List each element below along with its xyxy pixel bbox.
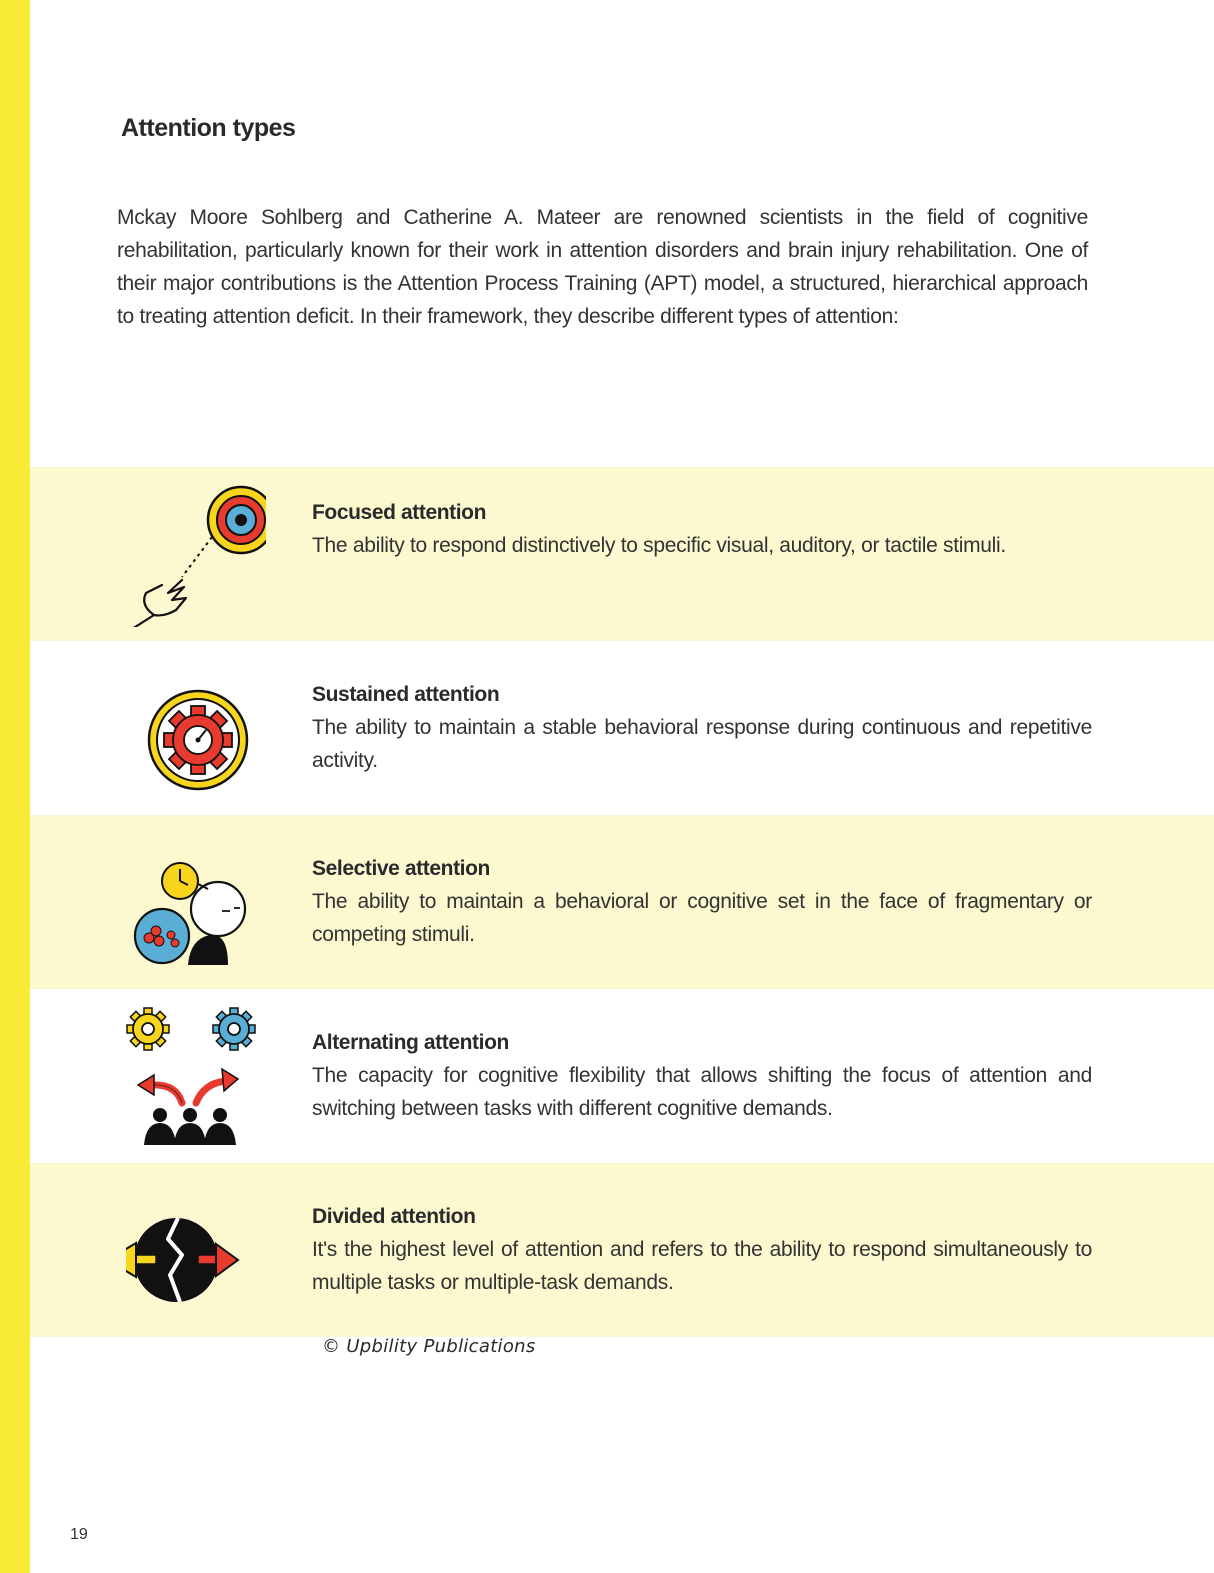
- yellow-side-bar: [0, 0, 30, 1573]
- person-clock-distraction-icon: [126, 829, 266, 975]
- type-name: Selective attention: [312, 857, 490, 880]
- type-name: Alternating attention: [312, 1031, 509, 1054]
- type-name: Sustained attention: [312, 683, 500, 706]
- page-title: Attention types: [121, 114, 296, 142]
- finger-pointing-target-icon: [126, 481, 266, 627]
- intro-paragraph: Mckay Moore Sohlberg and Catherine A. Mateer are renowned scientists in the field of cognitive rehabilitation, particularly known for their work in attention disorders and brain injury rehabilitation. One of their major contributions is the Attention Process Training (APT) model, a structured, hierarchical approach to treating attention deficit. In their framework, they describe different types of attention:: [117, 206, 1088, 328]
- type-description: The ability to maintain a behavioral or cognitive set in the face of fragmentary or competing stimuli.: [312, 890, 1092, 946]
- type-name: Focused attention: [312, 501, 487, 524]
- copyright-notice: © Upbility Publications: [322, 1336, 536, 1357]
- type-description: The ability to maintain a stable behavioral response during continuous and repetitive activity.: [312, 716, 1092, 772]
- attention-type-alternating: [30, 989, 1214, 1163]
- attention-type-sustained: [30, 641, 1214, 815]
- page-number: 19: [70, 1526, 88, 1543]
- type-name: Divided attention: [312, 1205, 476, 1228]
- attention-type-divided: [30, 1163, 1214, 1337]
- split-sphere-arrows-icon: [126, 1177, 266, 1323]
- type-description: It's the highest level of attention and refers to the ability to respond simultaneously to multiple tasks or multiple-task demands.: [312, 1238, 1092, 1294]
- type-description: The capacity for cognitive flexibility that allows shifting the focus of attention and switching between tasks with different cognitive demands.: [312, 1064, 1092, 1120]
- type-description: The ability to respond distinctively to specific visual, auditory, or tactile stimuli.: [312, 534, 1006, 557]
- attention-type-selective: [30, 815, 1214, 989]
- gear-gauge-icon: [126, 655, 266, 801]
- attention-type-focused: [30, 467, 1214, 641]
- gears-arrows-people-icon: [126, 1003, 266, 1149]
